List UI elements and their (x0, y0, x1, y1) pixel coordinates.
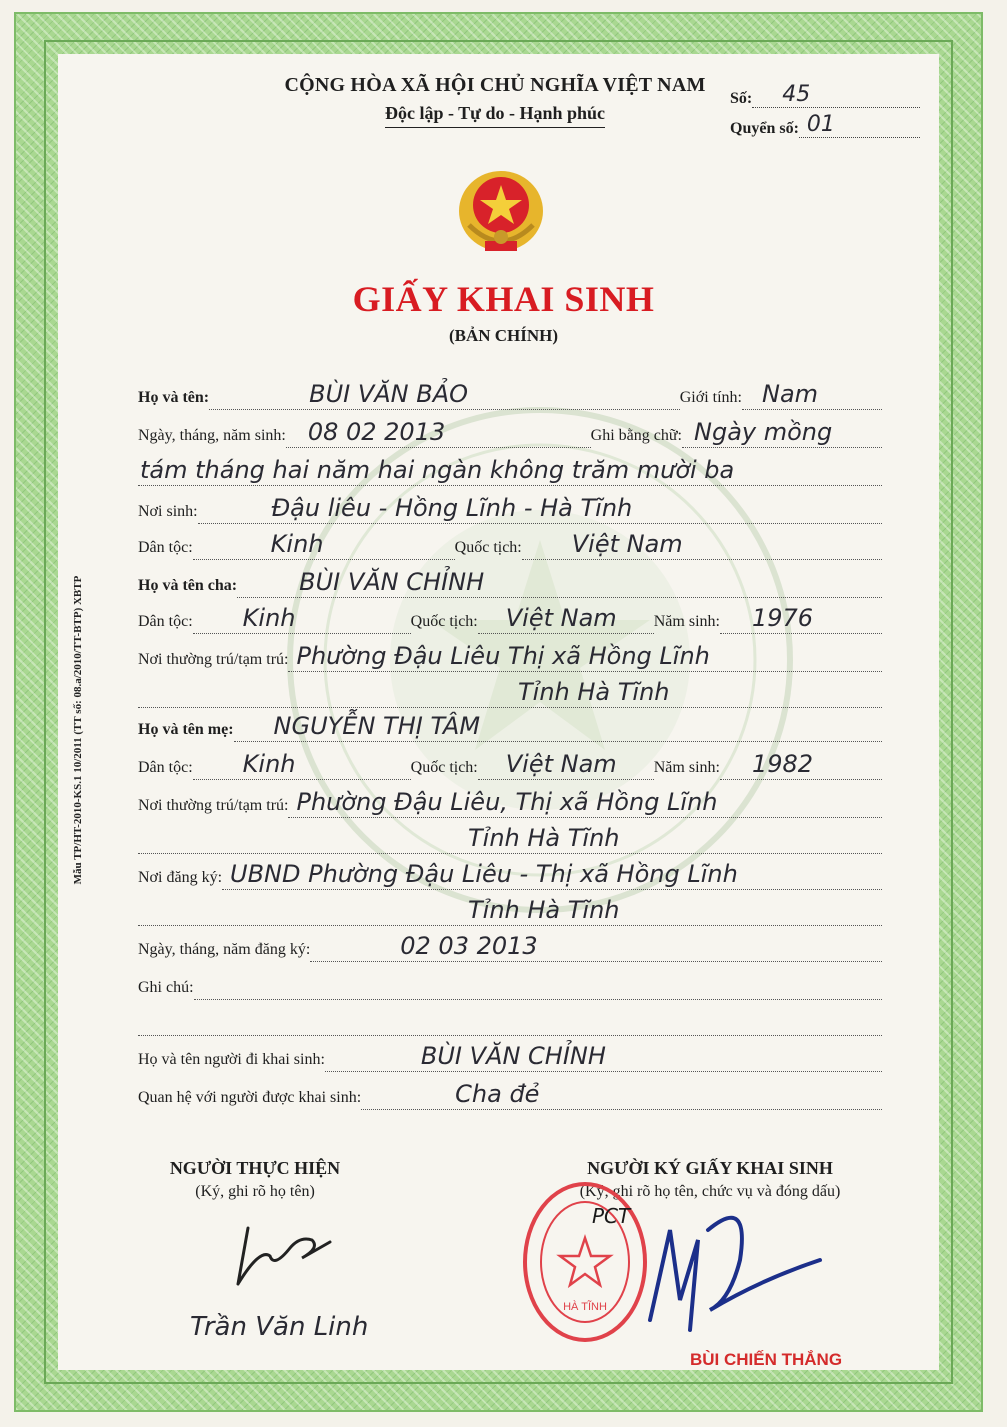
performer-name: Trần Văn Linh (190, 1312, 369, 1342)
mother-ethnicity-label: Dân tộc: (138, 759, 193, 776)
birthplace-label: Nơi sinh: (138, 503, 198, 520)
mother-nationality: Việt Nam (505, 750, 617, 778)
mother-name-label: Họ và tên mẹ: (138, 721, 234, 738)
father-ethnicity: Kinh (242, 604, 296, 632)
registration-date-row (138, 932, 882, 962)
child-ethnicity-label: Dân tộc: (138, 539, 193, 556)
svg-text:HÀ TĨNH: HÀ TĨNH (563, 1301, 607, 1313)
document-title: GIẤY KHAI SINH (352, 279, 655, 319)
dob-row (138, 418, 882, 448)
mother-nationality-label: Quốc tịch: (410, 759, 478, 776)
registration-date: 02 03 2013 (400, 932, 538, 960)
mother-residence-2: Tỉnh Hà Tĩnh (468, 824, 620, 852)
father-birth-year-label: Năm sinh: (653, 613, 720, 630)
registration-place-label: Nơi đăng ký: (138, 869, 223, 886)
dob-label: Ngày, tháng, năm sinh: (138, 427, 286, 444)
mother-name: NGUYỄN THỊ TÂM (273, 712, 481, 740)
father-birth-year: 1976 (751, 604, 814, 632)
performer-block (130, 1158, 380, 1201)
mother-birth-year-label: Năm sinh: (653, 759, 720, 776)
signer-name: BÙI CHIẾN THẮNG (690, 1350, 843, 1369)
father-ethnicity-label: Dân tộc: (138, 613, 193, 630)
form-code-side-text: Mẫu TP/HT-2010-KS.1 10/2011 (TT số: 08.a/2010/TT-BTP) XBTP (72, 575, 84, 885)
child-ethnicity-row (138, 530, 882, 560)
father-name: BÙI VĂN CHỈNH (299, 568, 485, 596)
child-name-row (138, 380, 882, 410)
declarant-label: Họ và tên người đi khai sinh: (138, 1051, 325, 1068)
signer-signature (620, 1200, 840, 1350)
record-number-block (730, 78, 920, 138)
child-nationality-label: Quốc tịch: (454, 539, 522, 556)
mother-details-row (138, 750, 882, 780)
so-value: 45 (782, 82, 811, 107)
gender-label: Giới tính: (679, 389, 742, 406)
gender-value: Nam (762, 380, 819, 408)
document-subtitle: (BẢN CHÍNH) (448, 326, 559, 345)
performer-subtitle: (Ký, ghi rõ họ tên) (195, 1183, 315, 1200)
dob-words-2: tám tháng hai năm hai ngàn không trăm mười ba (140, 456, 735, 484)
mother-residence-row (138, 788, 882, 818)
mother-ethnicity: Kinh (242, 750, 296, 778)
quyen-so-value: 01 (806, 112, 835, 137)
note-row-2 (138, 1006, 882, 1036)
child-name-label: Họ và tên: (138, 389, 210, 406)
relation-value: Cha đẻ (455, 1080, 540, 1108)
father-residence-label: Nơi thường trú/tạm trú: (138, 651, 289, 668)
mother-birth-year: 1982 (751, 750, 814, 778)
father-residence-row-2 (138, 678, 882, 708)
mother-residence-label: Nơi thường trú/tạm trú: (138, 797, 289, 814)
national-emblem-icon (455, 165, 547, 265)
father-nationality: Việt Nam (505, 604, 617, 632)
child-name: BÙI VĂN BẢO (309, 380, 469, 408)
signer-role: PCT (592, 1204, 631, 1228)
father-name-row (138, 568, 882, 598)
registration-place-row (138, 860, 882, 890)
father-residence-row (138, 642, 882, 672)
signer-title: NGƯỜI KÝ GIẤY KHAI SINH (587, 1158, 833, 1178)
note-label: Ghi chú: (138, 979, 194, 996)
birthplace-row (138, 494, 882, 524)
mother-residence-1: Phường Đậu Liêu, Thị xã Hồng Lĩnh (296, 788, 718, 816)
so-label: Số: (730, 90, 753, 107)
quyen-so-label: Quyển số: (730, 120, 799, 137)
father-name-label: Họ và tên cha: (138, 577, 238, 594)
father-residence-1: Phường Đậu Liêu Thị xã Hồng Lĩnh (296, 642, 710, 670)
mother-name-row (138, 712, 882, 742)
declarant-row (138, 1042, 882, 1072)
dob-words-row (138, 456, 882, 486)
declarant-name: BÙI VĂN CHỈNH (420, 1042, 606, 1070)
relation-row (138, 1080, 882, 1110)
registration-place-2: Tỉnh Hà Tĩnh (468, 896, 620, 924)
dob-words-label: Ghi bằng chữ: (590, 427, 682, 444)
republic-name: CỘNG HÒA XÃ HỘI CHỦ NGHĨA VIỆT NAM (284, 74, 706, 96)
registration-date-label: Ngày, tháng, năm đăng ký: (138, 941, 311, 958)
child-ethnicity: Kinh (270, 530, 324, 558)
performer-title: NGƯỜI THỰC HIỆN (169, 1158, 341, 1178)
father-details-row (138, 604, 882, 634)
father-nationality-label: Quốc tịch: (410, 613, 478, 630)
mother-residence-row-2 (138, 824, 882, 854)
signer-subtitle: (Ký, ghi rõ họ tên, chức vụ và đóng dấu) (579, 1183, 841, 1200)
father-residence-2: Tỉnh Hà Tĩnh (518, 678, 670, 706)
national-header (240, 74, 753, 128)
performer-signature (230, 1218, 350, 1298)
national-motto: Độc lập - Tự do - Hạnh phúc (385, 103, 605, 128)
registration-place-row-2 (138, 896, 882, 926)
registration-place-1: UBND Phường Đậu Liêu - Thị xã Hồng Lĩnh (230, 860, 738, 888)
dob-value: 08 02 2013 (307, 418, 446, 446)
note-row (138, 970, 882, 1000)
birthplace-value: Đậu liêu - Hồng Lĩnh - Hà Tĩnh (271, 494, 633, 522)
relation-label: Quan hệ với người được khai sinh: (138, 1089, 362, 1106)
child-nationality: Việt Nam (571, 530, 683, 558)
dob-words-1: Ngày mồng (694, 418, 833, 446)
